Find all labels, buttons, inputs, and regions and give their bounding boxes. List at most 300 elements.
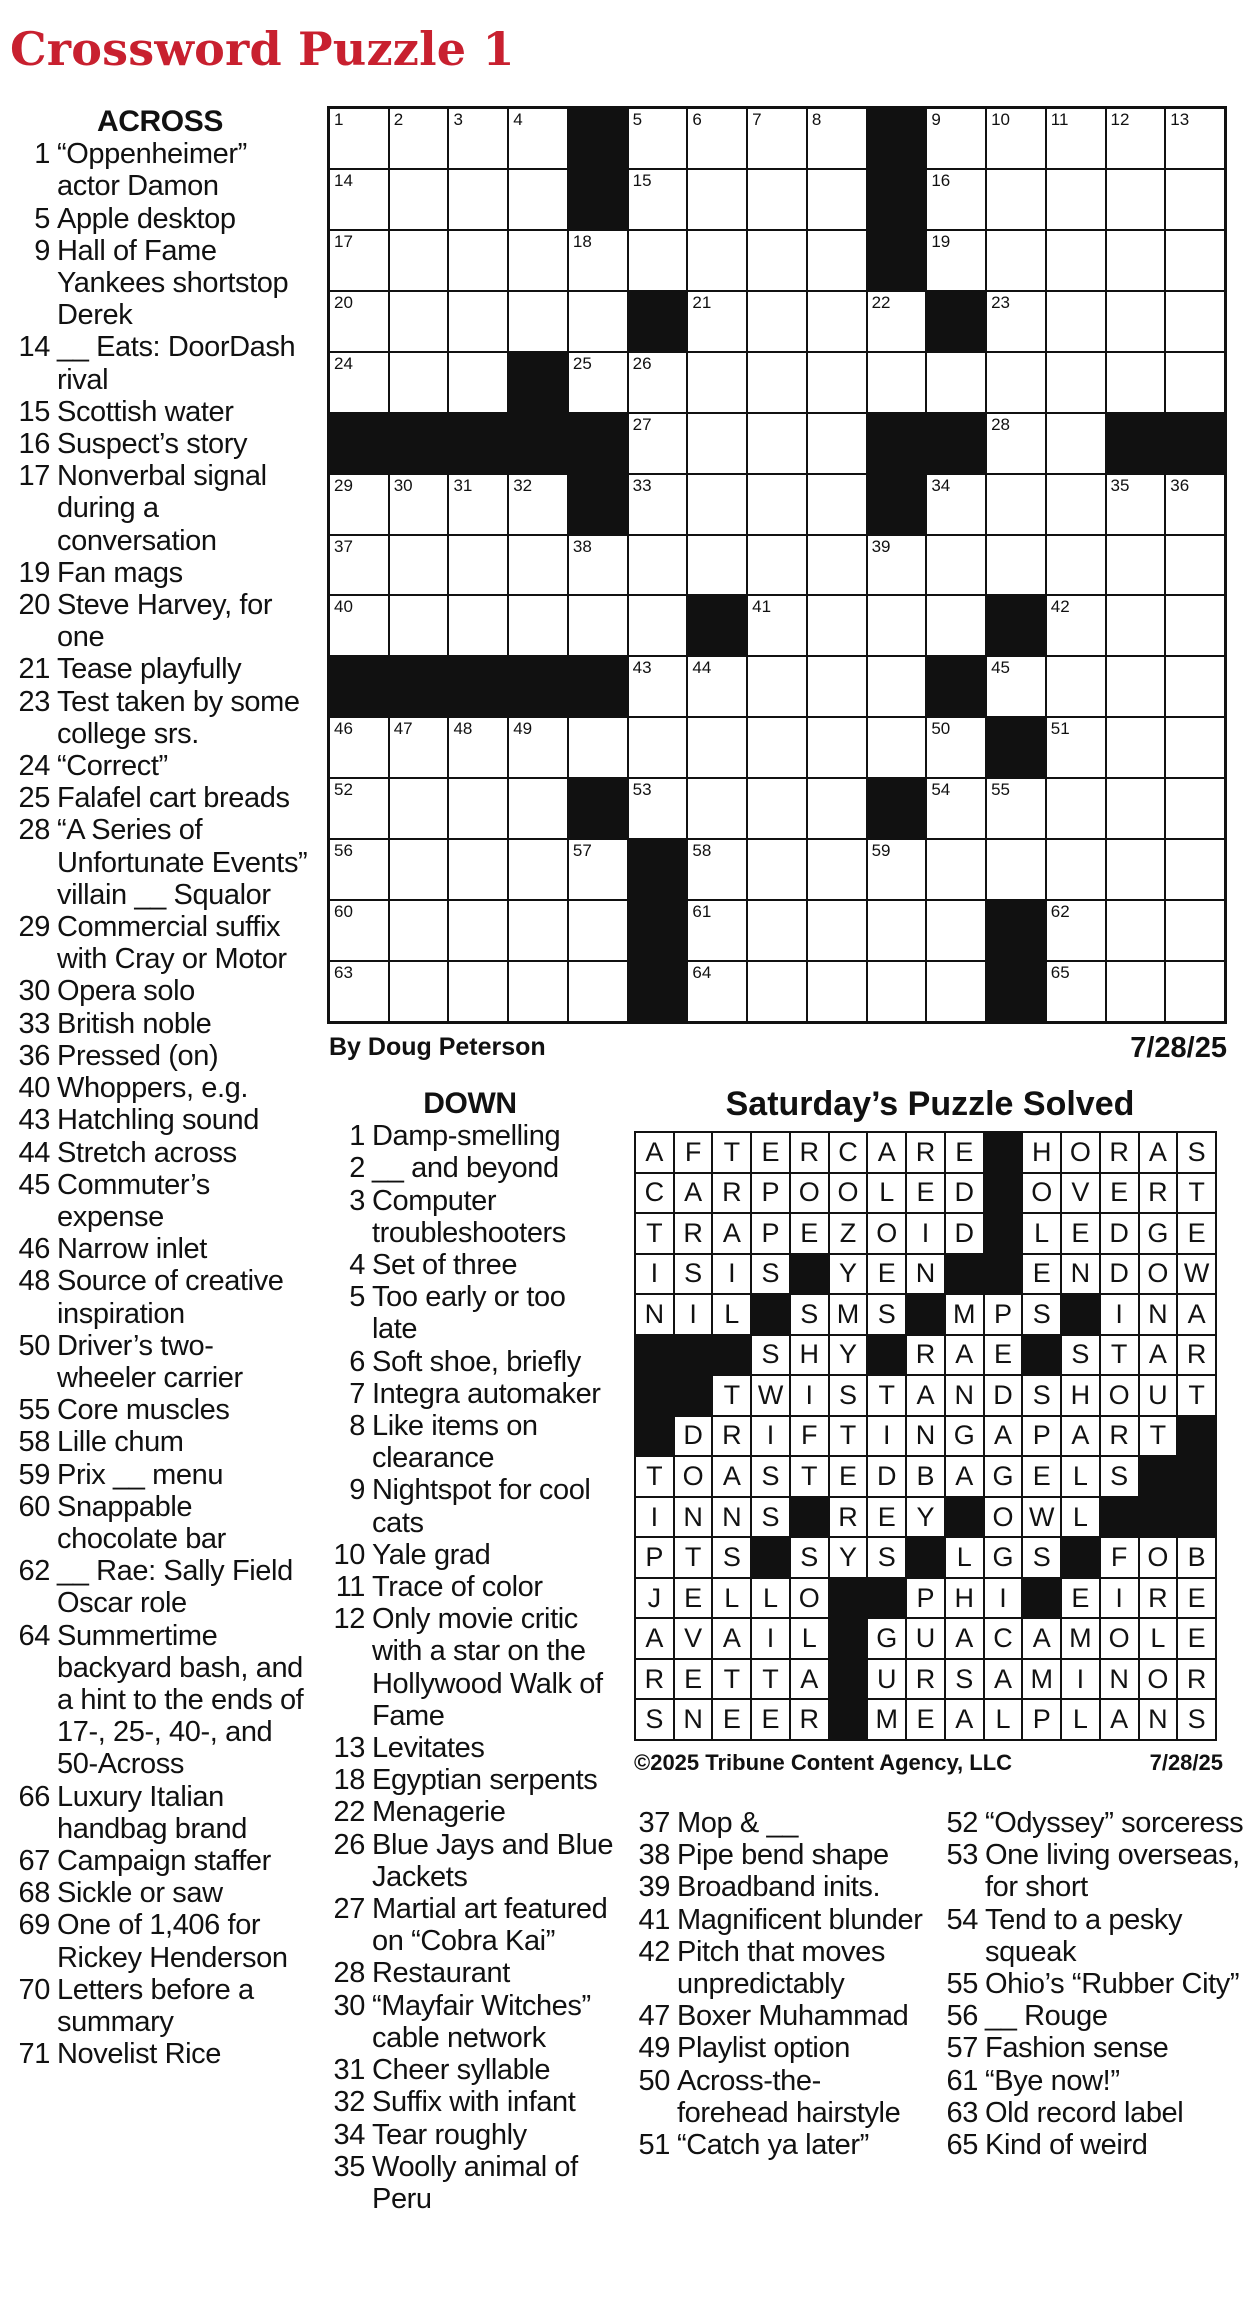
grid-cell[interactable] [1166, 596, 1224, 655]
grid-cell[interactable] [927, 170, 985, 229]
grid-cell[interactable] [509, 109, 567, 168]
cell-number: 7 [752, 110, 762, 129]
grid-cell[interactable] [808, 840, 866, 899]
clue-text: Summertime backyard bash, and a hint to the ends of 17-, 25-, 40-, and 50-Across [57, 1619, 304, 1781]
grid-cell[interactable] [1047, 779, 1105, 838]
grid-cell[interactable] [449, 170, 507, 229]
solution-title: Saturday’s Puzzle Solved [725, 1085, 1135, 1123]
grid-cell[interactable] [748, 414, 806, 473]
grid-cell[interactable] [748, 901, 806, 960]
grid-cell[interactable] [808, 475, 866, 534]
solution-cell: M [830, 1295, 867, 1334]
clue-number: 8 [349, 1410, 365, 1443]
grid-cell[interactable] [748, 475, 806, 534]
grid-cell[interactable] [1166, 657, 1224, 716]
clue-item [10, 1394, 310, 1426]
grid-cell[interactable] [1107, 475, 1165, 534]
grid-cell[interactable] [808, 414, 866, 473]
clue-number: 10 [333, 1538, 365, 1571]
grid-cell[interactable] [688, 840, 746, 899]
grid-cell[interactable] [688, 109, 746, 168]
grid-cell[interactable] [390, 779, 448, 838]
grid-cell[interactable] [330, 170, 388, 229]
grid-cell[interactable] [927, 840, 985, 899]
clue-text: Commuter’s expense [57, 1168, 210, 1233]
grid-cell[interactable] [509, 536, 567, 595]
grid-cell[interactable] [868, 536, 926, 595]
grid-cell[interactable] [987, 292, 1045, 351]
solution-cell: E [868, 1255, 905, 1294]
grid-cell[interactable] [987, 170, 1045, 229]
clue-item [325, 1990, 615, 2054]
grid-cell[interactable] [927, 718, 985, 777]
clue-item [325, 1796, 615, 1828]
down-clue-list [325, 1120, 615, 2215]
grid-cell[interactable] [1107, 536, 1165, 595]
grid-cell[interactable] [1107, 718, 1165, 777]
grid-cell[interactable] [1047, 536, 1105, 595]
grid-cell[interactable] [748, 962, 806, 1021]
grid-cell[interactable] [390, 718, 448, 777]
solution-cell: F [1101, 1538, 1138, 1577]
solution-black-square [985, 1255, 1022, 1294]
clue-item [10, 1877, 310, 1909]
down-heading: DOWN [423, 1087, 517, 1120]
black-square [927, 414, 985, 473]
grid-cell[interactable] [1047, 962, 1105, 1021]
solution-black-square [830, 1579, 867, 1618]
clue-number: 34 [333, 2118, 365, 2151]
grid-cell[interactable] [748, 536, 806, 595]
grid-cell[interactable] [808, 962, 866, 1021]
grid-cell[interactable] [987, 231, 1045, 290]
grid-cell[interactable] [1166, 718, 1224, 777]
clue-text: Prix __ menu [57, 1458, 224, 1491]
clue-item [10, 203, 310, 235]
clue-number: 48 [18, 1265, 50, 1298]
grid-cell[interactable] [808, 718, 866, 777]
grid-cell[interactable] [390, 536, 448, 595]
solution-cell: E [985, 1336, 1022, 1375]
grid-cell[interactable] [449, 536, 507, 595]
clue-item [10, 1974, 310, 2038]
grid-cell[interactable] [688, 536, 746, 595]
grid-cell[interactable] [1166, 353, 1224, 412]
solution-cell: A [946, 1336, 983, 1375]
grid-cell[interactable] [987, 779, 1045, 838]
grid-cell[interactable] [569, 292, 627, 351]
solution-cell: E [946, 1133, 983, 1172]
grid-cell[interactable] [1107, 292, 1165, 351]
solution-cell: S [946, 1660, 983, 1699]
grid-cell[interactable] [1047, 596, 1105, 655]
grid-cell[interactable] [330, 901, 388, 960]
grid-cell[interactable] [987, 414, 1045, 473]
clue-number: 40 [18, 1072, 50, 1105]
solution-cell: E [907, 1700, 944, 1739]
grid-cell[interactable] [509, 840, 567, 899]
grid-cell[interactable] [569, 536, 627, 595]
grid-cell[interactable] [330, 779, 388, 838]
solution-cell: T [713, 1660, 750, 1699]
grid-cell[interactable] [330, 353, 388, 412]
grid-cell[interactable] [390, 170, 448, 229]
grid-cell[interactable] [330, 718, 388, 777]
solution-cell: I [907, 1214, 944, 1253]
crossword-grid[interactable] [327, 106, 1227, 1024]
grid-cell[interactable] [1166, 840, 1224, 899]
grid-cell[interactable] [390, 353, 448, 412]
grid-cell[interactable] [927, 901, 985, 960]
grid-cell[interactable] [629, 170, 687, 229]
grid-cell[interactable] [927, 596, 985, 655]
grid-cell[interactable] [629, 353, 687, 412]
grid-cell[interactable] [449, 718, 507, 777]
grid-cell[interactable] [449, 109, 507, 168]
grid-cell[interactable] [1107, 353, 1165, 412]
grid-cell[interactable] [1107, 657, 1165, 716]
grid-cell[interactable] [987, 353, 1045, 412]
grid-cell[interactable] [688, 657, 746, 716]
grid-cell[interactable] [509, 292, 567, 351]
grid-cell[interactable] [688, 475, 746, 534]
solution-black-square [1062, 1295, 1099, 1334]
grid-cell[interactable] [449, 779, 507, 838]
solution-cell: N [675, 1498, 712, 1537]
solution-cell: P [752, 1174, 789, 1213]
clue-number: 26 [333, 1828, 365, 1861]
grid-cell[interactable] [330, 536, 388, 595]
grid-cell[interactable] [927, 779, 985, 838]
grid-cell[interactable] [449, 596, 507, 655]
clue-number: 28 [333, 1957, 365, 1990]
black-square [987, 962, 1045, 1021]
clue-number: 1 [34, 138, 50, 171]
solution-cell: S [791, 1295, 828, 1334]
solution-cell: P [636, 1538, 673, 1577]
grid-cell[interactable] [1107, 231, 1165, 290]
grid-cell[interactable] [449, 840, 507, 899]
grid-cell[interactable] [390, 901, 448, 960]
grid-cell[interactable] [748, 718, 806, 777]
solution-black-square [752, 1538, 789, 1577]
grid-cell[interactable] [1047, 414, 1105, 473]
clue-number: 63 [946, 2096, 978, 2129]
clue-item [10, 2038, 310, 2070]
grid-cell[interactable] [569, 231, 627, 290]
grid-cell[interactable] [1047, 170, 1105, 229]
grid-cell[interactable] [748, 596, 806, 655]
solution-cell: E [1062, 1579, 1099, 1618]
solution-cell: S [675, 1255, 712, 1294]
grid-cell[interactable] [1166, 962, 1224, 1021]
grid-cell[interactable] [1166, 231, 1224, 290]
grid-cell[interactable] [1166, 901, 1224, 960]
clue-text: One of 1,406 for Rickey Henderson [57, 1909, 288, 1974]
black-square [987, 718, 1045, 777]
grid-cell[interactable] [927, 109, 985, 168]
grid-cell[interactable] [1166, 292, 1224, 351]
solution-cell: T [830, 1417, 867, 1456]
grid-cell[interactable] [987, 536, 1045, 595]
grid-cell[interactable] [1107, 109, 1165, 168]
cell-number: 12 [1110, 110, 1130, 129]
grid-cell[interactable] [569, 718, 627, 777]
clue-item [325, 1764, 615, 1796]
clue-text: Menagerie [372, 1796, 506, 1829]
clue-item [10, 1620, 310, 1781]
grid-cell[interactable] [390, 840, 448, 899]
grid-cell[interactable] [688, 718, 746, 777]
solution-black-square [1140, 1457, 1177, 1496]
solution-cell: T [636, 1214, 673, 1253]
black-square [629, 962, 687, 1021]
grid-cell[interactable] [330, 596, 388, 655]
solution-cell: R [791, 1700, 828, 1739]
grid-cell[interactable] [509, 170, 567, 229]
solution-cell: A [1062, 1417, 1099, 1456]
grid-cell[interactable] [987, 840, 1045, 899]
grid-cell[interactable] [1166, 170, 1224, 229]
grid-cell[interactable] [808, 109, 866, 168]
cell-number: 23 [991, 292, 1010, 312]
cell-number: 36 [1170, 475, 1190, 495]
clue-item [10, 1781, 310, 1845]
grid-cell[interactable] [868, 292, 926, 351]
grid-cell[interactable] [1166, 779, 1224, 838]
grid-cell[interactable] [748, 109, 806, 168]
grid-cell[interactable] [868, 353, 926, 412]
grid-cell[interactable] [688, 292, 746, 351]
black-square [390, 657, 448, 716]
grid-cell[interactable] [1047, 353, 1105, 412]
clue-text: Test taken by some college srs. [57, 685, 300, 750]
grid-cell[interactable] [868, 596, 926, 655]
grid-cell[interactable] [629, 596, 687, 655]
grid-cell[interactable] [1107, 962, 1165, 1021]
grid-cell[interactable] [509, 718, 567, 777]
clue-item [10, 460, 310, 557]
cell-number: 50 [931, 719, 951, 739]
grid-cell[interactable] [808, 901, 866, 960]
grid-cell[interactable] [688, 962, 746, 1021]
clue-text: One living overseas, for short [985, 1839, 1240, 1904]
grid-cell[interactable] [1047, 475, 1105, 534]
cell-number: 43 [632, 658, 652, 678]
solution-cell: S [1101, 1457, 1138, 1496]
grid-cell[interactable] [330, 475, 388, 534]
grid-cell[interactable] [1166, 536, 1224, 595]
grid-cell[interactable] [569, 962, 627, 1021]
clue-item [10, 1233, 310, 1265]
grid-cell[interactable] [629, 109, 687, 168]
solution-black-square [791, 1255, 828, 1294]
grid-cell[interactable] [748, 170, 806, 229]
clue-number: 46 [18, 1233, 50, 1266]
solution-cell: I [791, 1376, 828, 1415]
grid-cell[interactable] [569, 840, 627, 899]
solution-black-square [830, 1619, 867, 1658]
grid-cell[interactable] [808, 353, 866, 412]
grid-cell[interactable] [569, 596, 627, 655]
grid-cell[interactable] [509, 779, 567, 838]
grid-cell[interactable] [330, 962, 388, 1021]
solution-cell: N [946, 1376, 983, 1415]
grid-cell[interactable] [509, 901, 567, 960]
grid-cell[interactable] [629, 231, 687, 290]
solution-cell: A [791, 1660, 828, 1699]
grid-cell[interactable] [808, 596, 866, 655]
grid-cell[interactable] [748, 779, 806, 838]
solution-cell: A [675, 1174, 712, 1213]
grid-cell[interactable] [688, 901, 746, 960]
solution-cell: U [868, 1660, 905, 1699]
grid-cell[interactable] [1047, 109, 1105, 168]
grid-cell[interactable] [330, 840, 388, 899]
clue-item [325, 2086, 615, 2118]
cell-number: 55 [991, 780, 1010, 800]
grid-cell[interactable] [629, 718, 687, 777]
grid-cell[interactable] [449, 962, 507, 1021]
grid-cell[interactable] [927, 231, 985, 290]
grid-cell[interactable] [808, 231, 866, 290]
grid-cell[interactable] [748, 292, 806, 351]
grid-cell[interactable] [330, 109, 388, 168]
grid-cell[interactable] [330, 231, 388, 290]
grid-cell[interactable] [1047, 901, 1105, 960]
grid-cell[interactable] [1166, 109, 1224, 168]
black-square [629, 901, 687, 960]
grid-cell[interactable] [688, 414, 746, 473]
clue-text: Lille chum [57, 1426, 184, 1459]
clue-item [936, 2065, 1246, 2097]
grid-cell[interactable] [449, 475, 507, 534]
solution-cell: Y [830, 1336, 867, 1375]
solution-cell: O [791, 1174, 828, 1213]
grid-cell[interactable] [629, 536, 687, 595]
grid-cell[interactable] [688, 779, 746, 838]
grid-cell[interactable] [390, 596, 448, 655]
grid-cell[interactable] [808, 657, 866, 716]
grid-cell[interactable] [808, 170, 866, 229]
solution-black-square [1178, 1498, 1215, 1537]
grid-cell[interactable] [629, 779, 687, 838]
clue-item [10, 1072, 310, 1104]
grid-cell[interactable] [868, 901, 926, 960]
clue-text: Whoppers, e.g. [57, 1072, 249, 1105]
grid-cell[interactable] [390, 475, 448, 534]
grid-cell[interactable] [1047, 231, 1105, 290]
solution-black-square [985, 1174, 1022, 1213]
grid-cell[interactable] [449, 292, 507, 351]
grid-cell[interactable] [1166, 475, 1224, 534]
grid-cell[interactable] [629, 414, 687, 473]
grid-cell[interactable] [748, 231, 806, 290]
grid-cell[interactable] [688, 231, 746, 290]
grid-cell[interactable] [927, 536, 985, 595]
grid-cell[interactable] [927, 962, 985, 1021]
solution-cell: R [713, 1417, 750, 1456]
grid-cell[interactable] [449, 901, 507, 960]
grid-cell[interactable] [1047, 718, 1105, 777]
clue-number: 51 [638, 2129, 670, 2162]
grid-cell[interactable] [390, 962, 448, 1021]
grid-cell[interactable] [987, 657, 1045, 716]
grid-cell[interactable] [987, 475, 1045, 534]
grid-cell[interactable] [509, 596, 567, 655]
cell-number: 21 [692, 292, 712, 312]
grid-cell[interactable] [808, 292, 866, 351]
grid-cell[interactable] [509, 962, 567, 1021]
cell-number: 53 [632, 780, 652, 800]
clue-number: 65 [946, 2129, 978, 2162]
grid-cell[interactable] [1107, 779, 1165, 838]
grid-cell[interactable] [1047, 840, 1105, 899]
grid-cell[interactable] [1107, 170, 1165, 229]
grid-cell[interactable] [390, 231, 448, 290]
clue-text: Fan mags [57, 556, 183, 589]
grid-cell[interactable] [569, 353, 627, 412]
clue-text: British noble [57, 1007, 212, 1040]
grid-cell[interactable] [987, 109, 1045, 168]
grid-cell[interactable] [927, 475, 985, 534]
clue-number: 68 [18, 1877, 50, 1910]
clue-item [325, 1249, 615, 1281]
solution-cell: M [868, 1700, 905, 1739]
grid-cell[interactable] [1107, 596, 1165, 655]
clue-text: “Correct” [57, 750, 168, 783]
grid-cell[interactable] [688, 353, 746, 412]
cell-number: 39 [871, 536, 891, 556]
clue-number: 38 [638, 1839, 670, 1872]
cell-number: 65 [1050, 963, 1070, 983]
grid-cell[interactable] [1107, 901, 1165, 960]
grid-cell[interactable] [449, 353, 507, 412]
grid-cell[interactable] [868, 718, 926, 777]
grid-cell[interactable] [449, 231, 507, 290]
grid-cell[interactable] [868, 657, 926, 716]
solution-cell: D [985, 1376, 1022, 1415]
grid-cell[interactable] [509, 231, 567, 290]
clue-text: Too early or too late [372, 1281, 566, 1346]
grid-cell[interactable] [569, 901, 627, 960]
grid-cell[interactable] [868, 840, 926, 899]
grid-cell[interactable] [1047, 657, 1105, 716]
grid-cell[interactable] [629, 475, 687, 534]
grid-cell[interactable] [688, 170, 746, 229]
clue-text: __ Eats: DoorDash rival [57, 331, 296, 396]
grid-cell[interactable] [330, 292, 388, 351]
grid-cell[interactable] [629, 657, 687, 716]
grid-cell[interactable] [1047, 292, 1105, 351]
grid-cell[interactable] [868, 962, 926, 1021]
grid-cell[interactable] [808, 779, 866, 838]
solution-cell: L [1140, 1619, 1177, 1658]
grid-cell[interactable] [390, 109, 448, 168]
grid-cell[interactable] [927, 353, 985, 412]
grid-cell[interactable] [1107, 840, 1165, 899]
grid-cell[interactable] [390, 292, 448, 351]
grid-cell[interactable] [748, 840, 806, 899]
clue-number: 50 [638, 2064, 670, 2097]
grid-cell[interactable] [509, 475, 567, 534]
grid-cell[interactable] [808, 536, 866, 595]
grid-cell[interactable] [748, 353, 806, 412]
clue-number: 2 [349, 1152, 365, 1185]
solution-cell: W [752, 1376, 789, 1415]
black-square [987, 901, 1045, 960]
grid-cell[interactable] [748, 657, 806, 716]
